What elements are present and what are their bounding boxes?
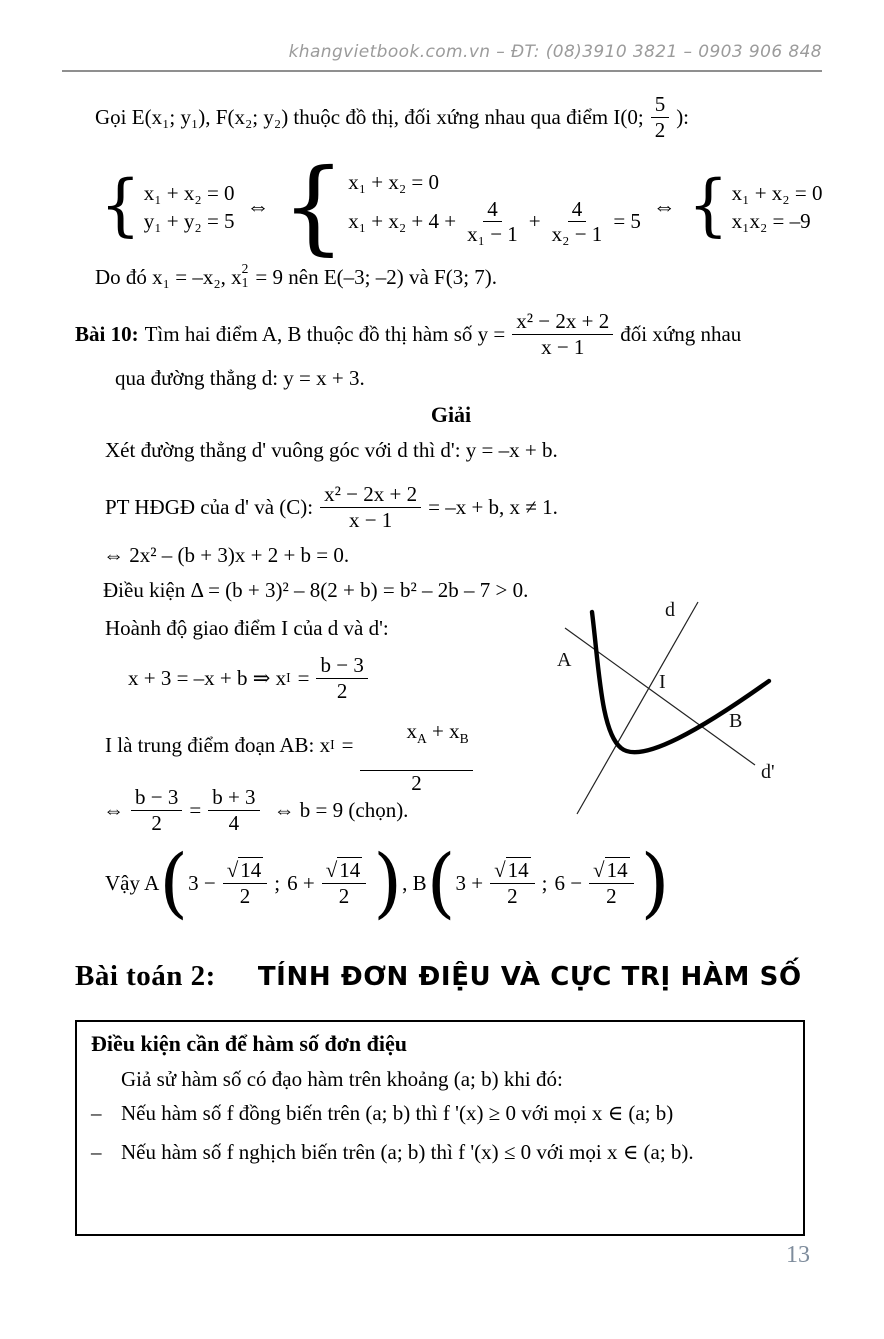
fraction: $\frac{4}{\text{x₁ − 1}}$	[467, 196, 518, 246]
theory-box	[75, 1020, 805, 1236]
big-right-paren: )	[373, 838, 403, 927]
left-brace: {	[281, 146, 346, 267]
theory-box-title: Điều kiện cần để hàm số đơn điệu	[91, 1031, 407, 1056]
section-title: TÍNH ĐƠN ĐIỆU VÀ CỰC TRỊ HÀM SỐ	[257, 962, 802, 992]
big-left-paren: (	[159, 838, 189, 927]
label-B: B	[729, 710, 743, 732]
sup-sub-stack: 2 1	[241, 260, 249, 290]
fraction-5-2: $\frac{5}{2}$	[651, 92, 670, 141]
header-rule	[62, 70, 822, 72]
theory-item-1: – Nếu hàm số f đồng biến trên (a; b) thì f '(x) ≥ 0 với mọi x ∈ (a; b)	[91, 1095, 785, 1131]
solution-heading: Giải	[430, 402, 472, 427]
label-d-prime: d'	[761, 761, 775, 783]
big-right-paren: )	[640, 838, 670, 927]
fraction: $\frac{b - 3}{2}$	[316, 653, 367, 702]
section-label: Bài toán 2:	[75, 960, 216, 992]
sqrt-sign: √	[226, 858, 239, 883]
iff-symbol: ⇔	[652, 194, 676, 219]
section-heading	[75, 960, 802, 993]
bullet-dash: –	[91, 1101, 102, 1125]
big-left-paren: (	[426, 838, 456, 927]
midpoint-fraction: $\frac{x_A + x_B}{2}$	[360, 694, 472, 795]
page-number: 13	[786, 1242, 810, 1268]
label-d: d	[665, 599, 675, 621]
intro-text: Gọi E(x₁; y₁), F(x₂; y₂) thuộc đồ thị, đối xứng nhau qua điểm I(0;	[95, 104, 644, 129]
solution-line-3: ⇔ 2x² – (b + 3)x + 2 + b = 0.	[103, 543, 350, 567]
problem-10-statement: Bài 10: Tìm hai điểm A, B thuộc đồ thị hàm số y = $\frac{\text{x² − 2x + 2}}{x - 1}$ đối xứng nhau	[75, 309, 742, 359]
symmetry-figure	[545, 586, 803, 844]
bullet-dash: –	[91, 1140, 102, 1165]
theory-box-intro: Giả sử hàm số có đạo hàm trên khoảng (a; b) khi đó:	[121, 1067, 563, 1091]
sqrt14-over-2: $\frac{√14}{2}$	[322, 858, 367, 907]
label-A: A	[557, 649, 572, 671]
problem-label: Bài 10:	[75, 321, 139, 346]
rational-function-fraction: $\frac{\text{x² − 2x + 2}}{x - 1}$	[512, 309, 613, 358]
sqrt-sign: √	[593, 858, 605, 883]
fraction: $\frac{b + 3}{4}$	[208, 785, 259, 834]
solution-line-4: Điều kiện Δ = (b + 3)² – 8(2 + b) = b² – 2b – 7 > 0.	[103, 578, 529, 602]
left-brace: {	[100, 167, 141, 246]
sqrt14-over-2: $\frac{√14}{2}$	[223, 858, 268, 907]
conclusion-line: Do đó x₁ = –x₂, x 2 1 = 9 nên E(–3; –2) và F(3; 7).	[95, 260, 498, 290]
sqrt14-over-2: $\frac{√14}{2}$	[490, 858, 535, 907]
solution-line-7: I là trung điểm đoạn AB: x I = $\frac{x_A + x_B}{2}$	[105, 716, 480, 774]
solution-line-5: Hoành độ giao điểm I của d và d':	[105, 616, 389, 640]
header-website-line: khangvietbook.com.vn – ĐT: (08)3910 3821 – 0903 906 848	[288, 42, 822, 62]
solution-line-1: Xét đường thẳng d' vuông góc với d thì d': y = –x + b.	[105, 438, 558, 462]
sqrt-sign: √	[325, 858, 338, 883]
problem-10-line2: qua đường thẳng d: y = x + 3.	[115, 366, 365, 390]
iff-symbol: ⇔	[246, 194, 270, 219]
solution-line-8: ⇔ $\frac{b - 3}{2}$ = $\frac{b + 3}{4}$ ⇔ b = 9 (chọn).	[103, 785, 409, 835]
intro-line: Gọi E(x₁; y₁), F(x₂; y₂) thuộc đồ thị, đối xứng nhau qua điểm I(0; $\frac{5}{2}$ ):	[95, 92, 690, 142]
sqrt-sign: √	[494, 858, 506, 883]
sqrt14-over-2: $\frac{√14}{2}$	[589, 858, 634, 907]
fraction: $\frac{b - 3}{2}$	[131, 785, 182, 834]
solution-line-6: x + 3 = –x + b ⇒ x I = $\frac{b - 3}{2}$	[128, 650, 375, 706]
system-2: { x₁ + x₂ = 0 x₁ + x₂ + 4 + $\frac{4}{\text{x₁ − 1}}$ + $\frac{4}{\text{x₂ − 1}}$ = 5	[281, 146, 641, 267]
solution-line-2: PT HĐGĐ của d' và (C): $\frac{\text{x² − 2x + 2}}{x - 1}$ = –x + b, x ≠ 1.	[105, 482, 558, 532]
left-brace: {	[687, 167, 729, 246]
rational-function-fraction: $\frac{\text{x² − 2x + 2}}{x - 1}$	[320, 482, 421, 531]
system-1: { x₁ + x₂ = 0 y₁ + y₂ = 5	[100, 167, 235, 246]
label-I: I	[659, 671, 666, 693]
fraction: $\frac{4}{\text{x₂ − 1}}$	[551, 196, 603, 246]
theory-item-2: – Nếu hàm số f nghịch biến trên (a; b) thì f '(x) ≤ 0 với mọi x ∈ (a; b).	[91, 1134, 785, 1170]
final-answer-line: Vậy A ( 3 − $\frac{√14}{2}$ ; 6 + $\frac{√14}{2}$ ) , B ( 3 + $\frac{√14}{2}$ ; 6 − $\frac{√14}{2}$ )	[105, 838, 670, 927]
system-3: { x₁ + x₂ = 0 x₁x₂ = –9	[687, 167, 823, 246]
equation-systems-row	[100, 146, 823, 267]
